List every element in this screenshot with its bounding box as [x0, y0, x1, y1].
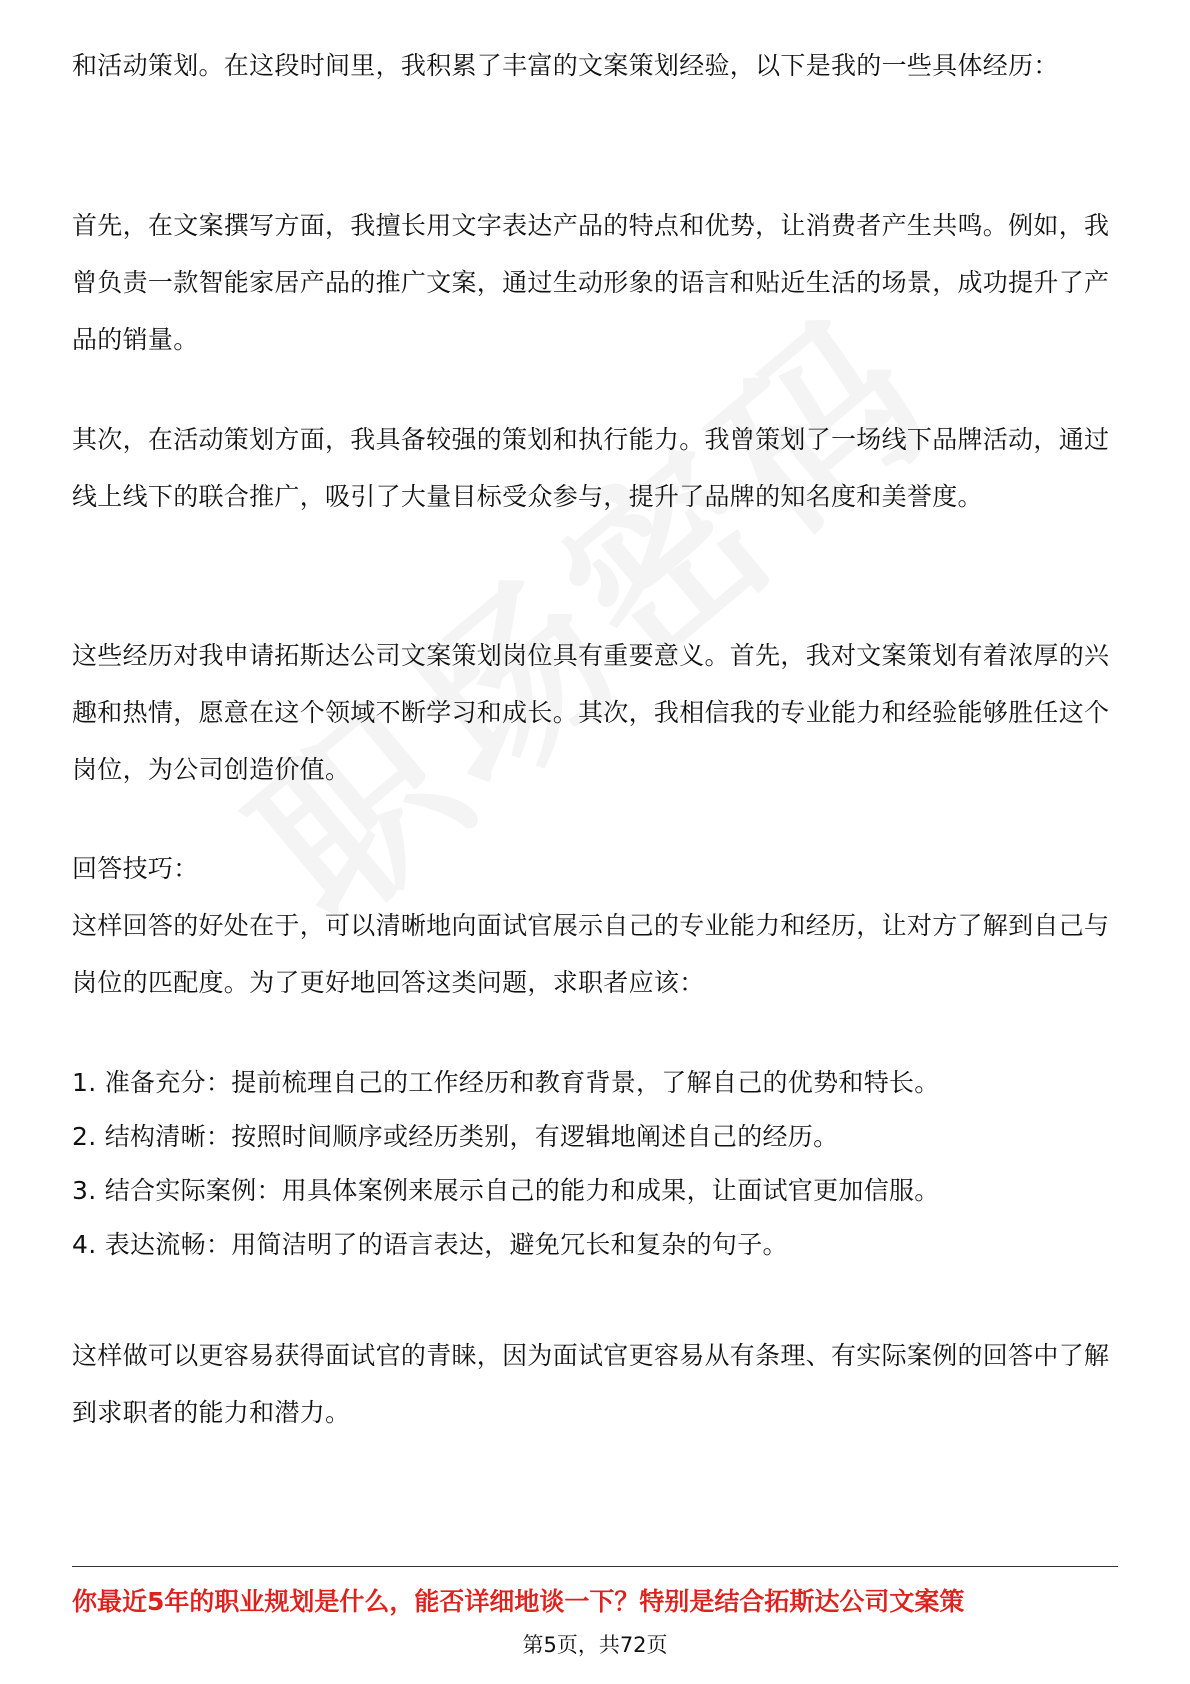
list-item: 1. 准备充分：提前梳理自己的工作经历和教育背景，了解自己的优势和特长。	[72, 1068, 940, 1097]
tips-heading: 回答技巧：	[72, 854, 199, 883]
list-item: 4. 表达流畅：用简洁明了的语言表达，避免冗长和复杂的句子。	[72, 1230, 788, 1259]
paragraph-conclusion	[72, 1327, 1118, 1441]
paragraph-significance	[72, 627, 1118, 798]
page-number: 第5页，共72页	[522, 1633, 668, 1657]
paragraph-event-planning	[72, 411, 1118, 525]
list-item: 2. 结构清晰：按照时间顺序或经历类别，有逻辑地阐述自己的经历。	[72, 1122, 839, 1151]
paragraph-experience-intro	[72, 37, 1118, 94]
tips-intro: 这样回答的好处在于，可以清晰地向面试官展示自己的专业能力和经历，让对方了解到自己与岗位的匹配度。为了更好地回答这类问题，求职者应该：	[72, 911, 1110, 997]
list-item: 3. 结合实际案例：用具体案例来展示自己的能力和成果，让面试官更加信服。	[72, 1176, 940, 1205]
paragraph-copywriting	[72, 197, 1118, 368]
paragraph-text: 这样做可以更容易获得面试官的青睐，因为面试官更容易从有条理、有实际案例的回答中了解到求职者的能力和潜力。	[72, 1341, 1110, 1427]
section-divider	[72, 1566, 1118, 1567]
paragraph-text: 首先，在文案撰写方面，我擅长用文字表达产品的特点和优势，让消费者产生共鸣。例如，我曾负责一款智能家居产品的推广文案，通过生动形象的语言和贴近生活的场景，成功提升了产品的销量。	[72, 211, 1110, 354]
paragraph-text: 和活动策划。在这段时间里，我积累了丰富的文案策划经验，以下是我的一些具体经历：	[72, 51, 1059, 80]
next-question-heading: 你最近5年的职业规划是什么，能否详细地谈一下？特别是结合拓斯达公司文案策	[72, 1587, 965, 1616]
paragraph-text: 其次，在活动策划方面，我具备较强的策划和执行能力。我曾策划了一场线下品牌活动，通过线上线下的联合推广，吸引了大量目标受众参与，提升了品牌的知名度和美誉度。	[72, 425, 1110, 511]
tips-list	[72, 1056, 1118, 1272]
tips-section	[72, 840, 1118, 1011]
paragraph-text: 这些经历对我申请拓斯达公司文案策划岗位具有重要意义。首先，我对文案策划有着浓厚的兴趣和热情，愿意在这个领域不断学习和成长。其次，我相信我的专业能力和经验能够胜任这个岗位，为公司创造价值。	[72, 641, 1110, 784]
